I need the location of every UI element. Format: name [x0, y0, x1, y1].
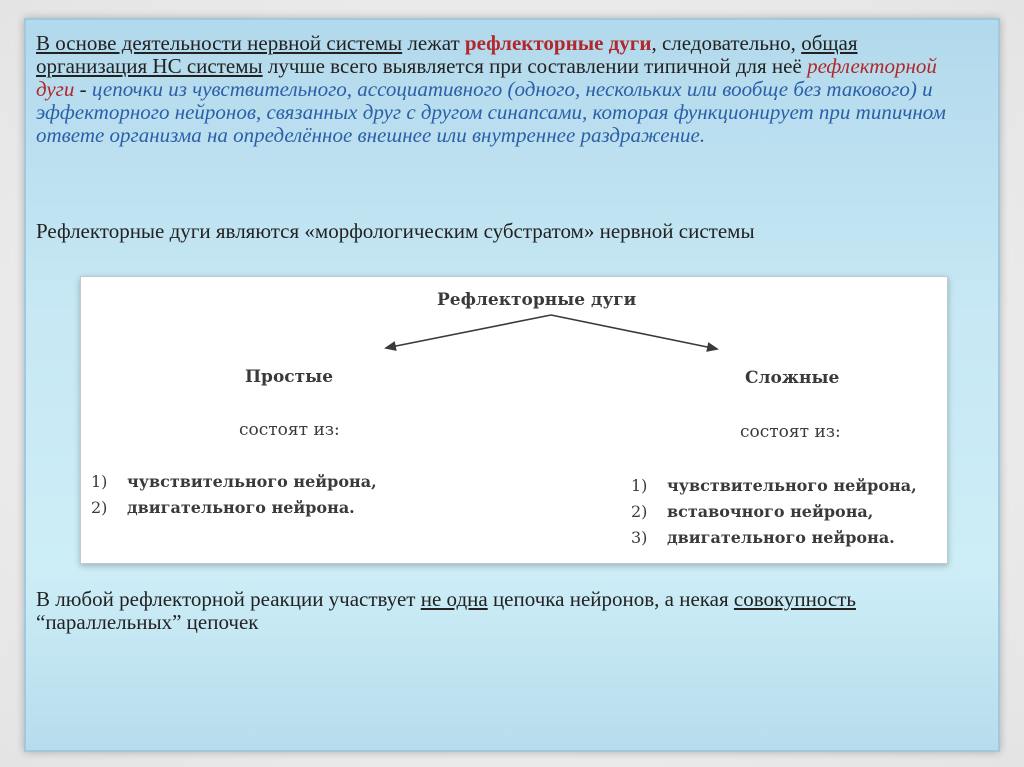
content-panel	[24, 18, 1000, 752]
intro-text-5: общая организация НС системы	[36, 31, 858, 78]
complex-arcs-subheading: состоят из:	[740, 422, 841, 442]
arrow-to-complex	[551, 315, 717, 349]
list-item: 2) вставочного нейрона,	[631, 502, 874, 521]
intro-paragraph	[36, 32, 966, 147]
reflex-arcs-term: рефлекторные дуги	[464, 31, 652, 55]
intro-text-6: лучше всего выявляется при составлении типичной для неё	[262, 54, 808, 78]
reflex-arc-definition: цепочки из чувствительного, ассоциативного (одного, нескольких или вообще без такового) и эффекторного нейронов, связанных друг с другом синапсами, которая функционирует при типичном ответе организма на определённое внешнее или внутреннее раздражение.	[36, 77, 946, 147]
simple-arcs-list	[91, 469, 377, 521]
substrate-paragraph: Рефлекторные дуги являются «морфологическим субстратом» нервной системы	[36, 219, 755, 243]
conclusion-text-1: В любой рефлекторной реакции участвует	[36, 587, 421, 611]
list-item: 1) чувствительного нейрона,	[91, 472, 377, 491]
intro-text-8: -	[74, 77, 92, 101]
simple-arcs-heading: Простые	[245, 367, 334, 387]
list-item: 1) чувствительного нейрона,	[631, 476, 917, 495]
diagram-title: Рефлекторные дуги	[437, 290, 637, 310]
intro-text-2: лежат	[402, 31, 465, 55]
reflex-arc-term: рефлекторной дуги	[36, 54, 937, 101]
list-item: 3) двигательного нейрона.	[631, 528, 895, 547]
reflex-arcs-diagram	[80, 276, 948, 564]
intro-text-1: В основе деятельности нервной системы	[36, 31, 403, 55]
aggregate-term: совокупность	[733, 587, 856, 611]
complex-arcs-list	[631, 473, 917, 551]
arrow-to-simple	[386, 315, 551, 348]
simple-arcs-subheading: состоят из:	[239, 420, 340, 440]
not-one-phrase: не одна	[420, 587, 488, 611]
conclusion-text-5: “параллельных” цепочек	[36, 610, 259, 634]
intro-text-4: , следовательно,	[651, 31, 802, 55]
list-item: 2) двигательного нейрона.	[91, 498, 355, 517]
complex-arcs-heading: Сложные	[745, 368, 840, 388]
conclusion-paragraph	[36, 588, 966, 634]
conclusion-text-3: цепочка нейронов, а некая	[487, 587, 734, 611]
